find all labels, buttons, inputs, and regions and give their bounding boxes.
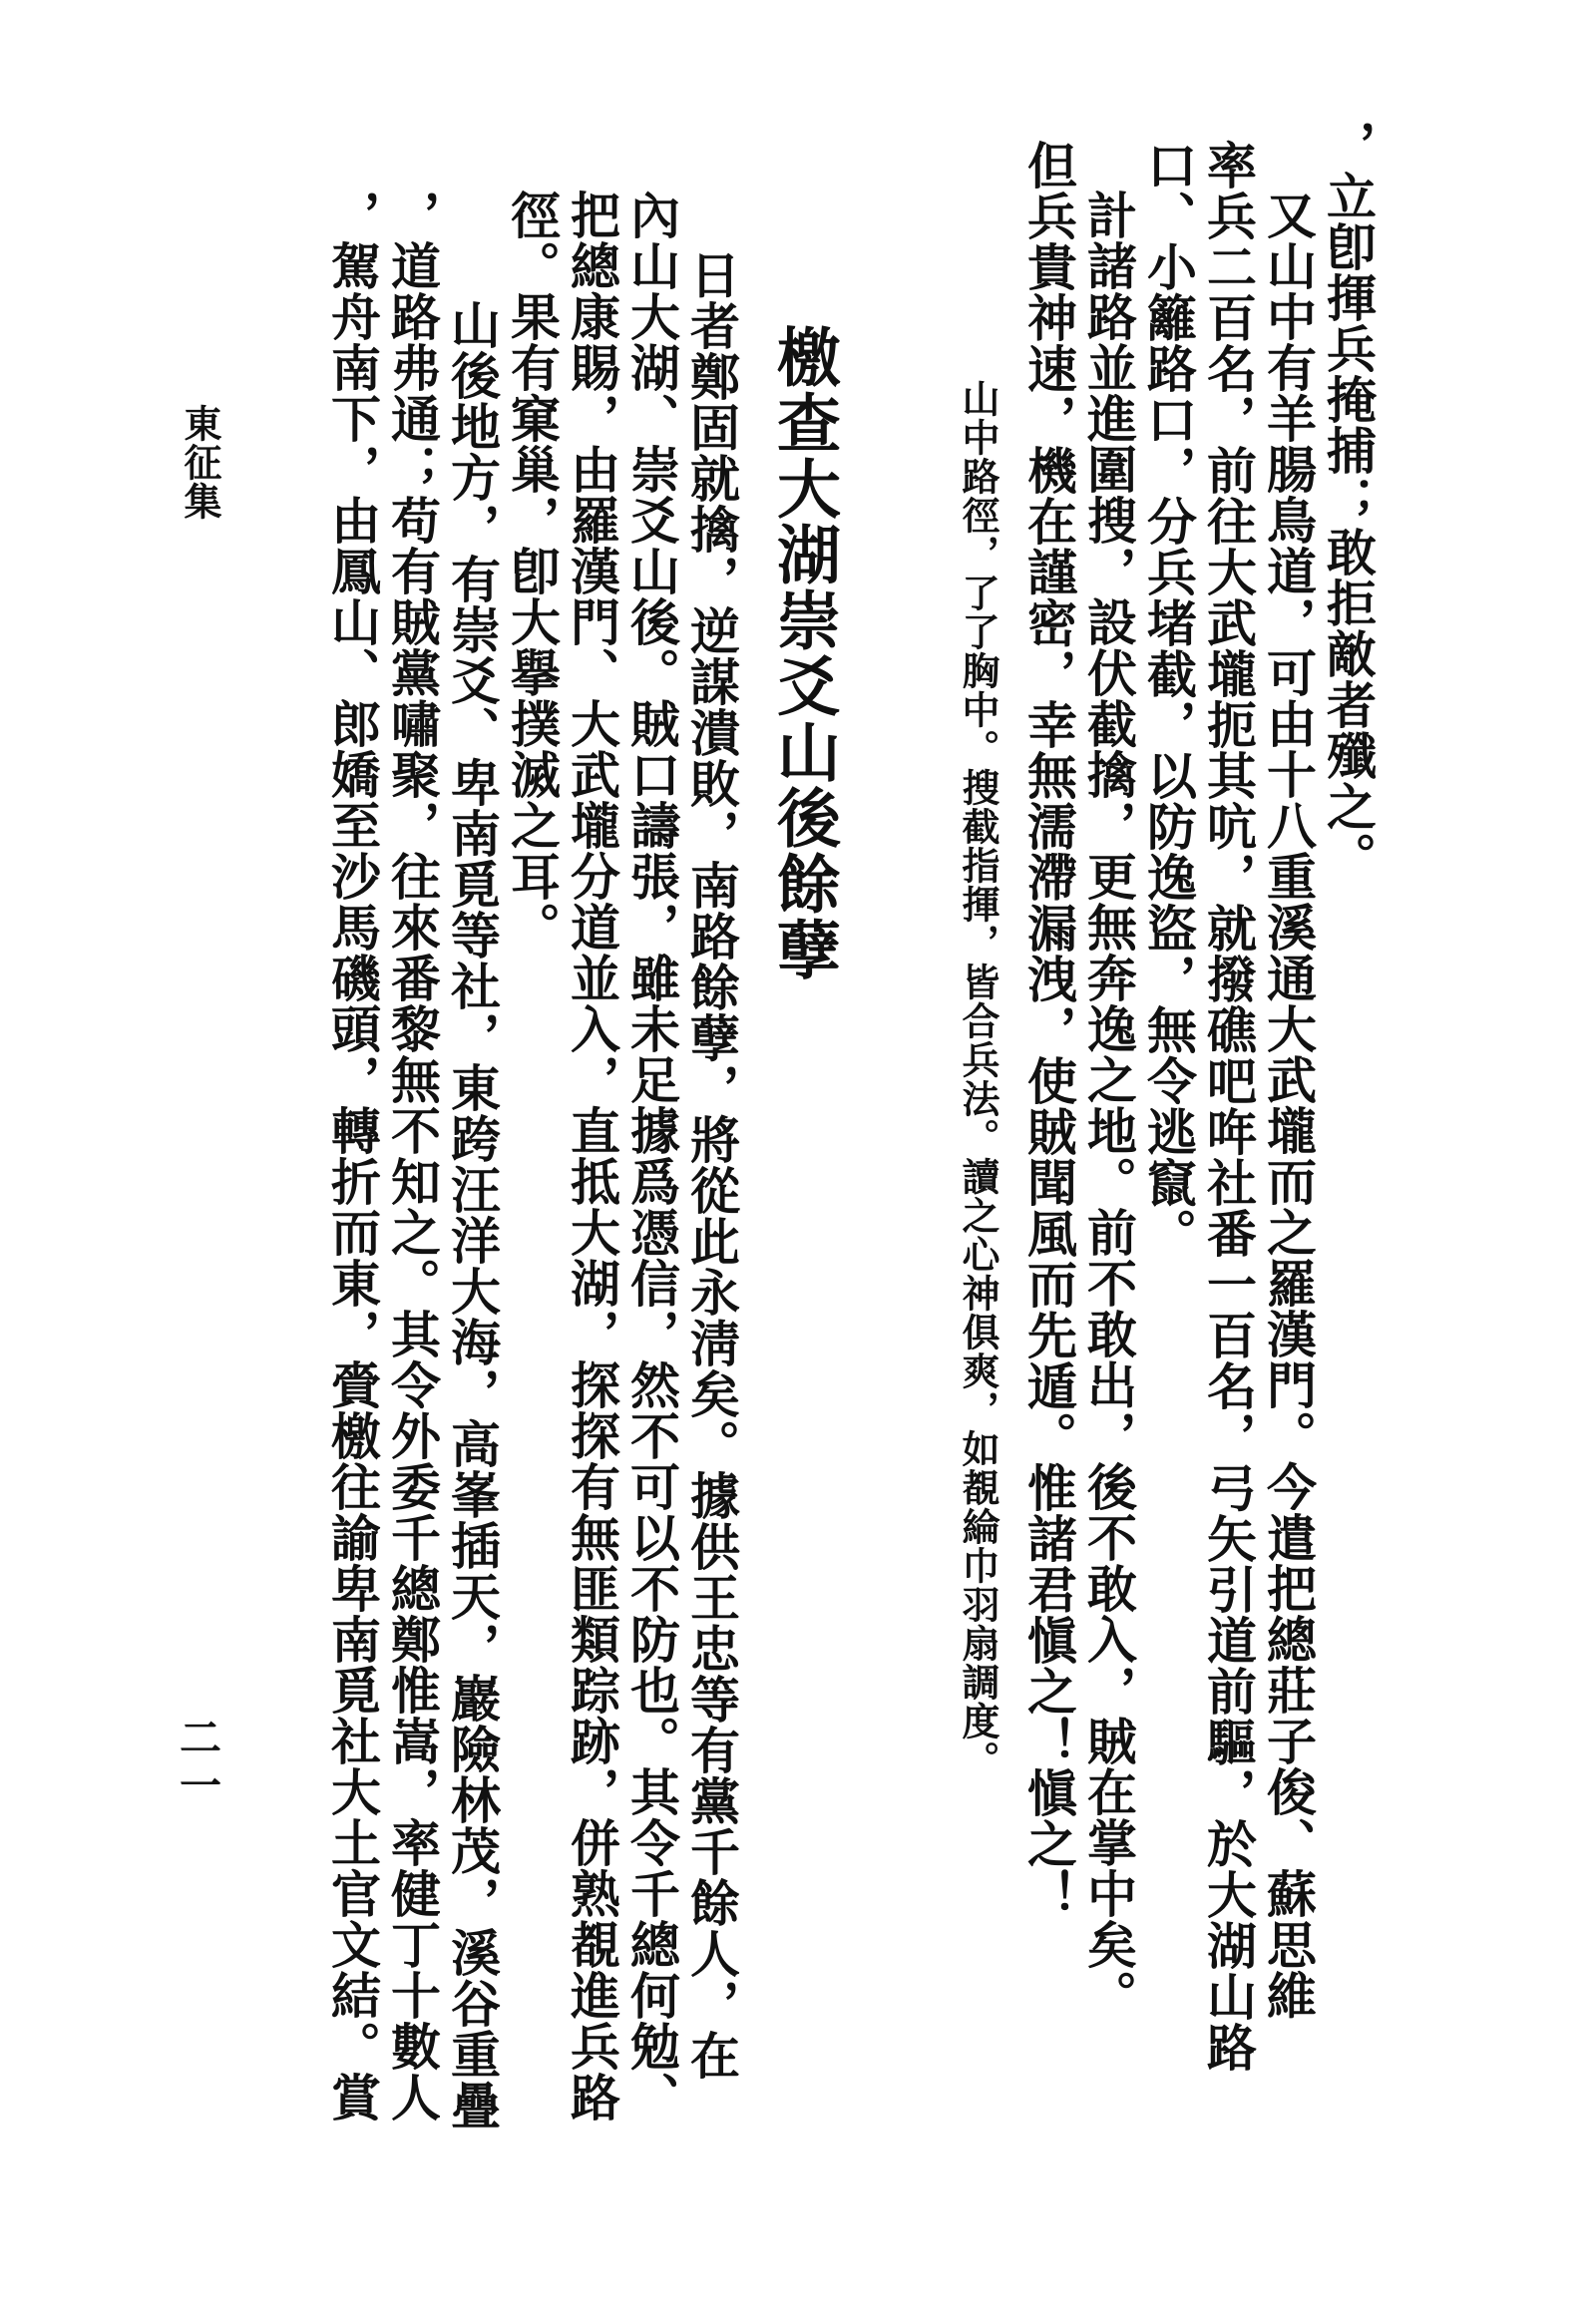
commentary-note: 山中路徑，了了胸中。搜截指揮，皆合兵法。讀之心神俱爽，如覩綸巾羽扇調度。 — [956, 379, 1000, 1779]
text-line: 徑。果有窠巢，卽大擧撲滅之耳。 — [503, 190, 562, 953]
text-line: 計諸路並進圍搜，設伏截擒，更無奔逸之地。前不敢出，後不敢入，賊在掌中矣。 — [1079, 190, 1138, 2021]
text-line: 山後地方，有崇爻、卑南覓等社，東跨汪洋大海，高峯插天，巖險林茂，溪谷重疊 — [443, 299, 502, 2130]
text-line: ，駕舟南下，由鳳山、郎嬌至沙馬磯頭，轉折而東，賫檄往諭卑南覓社大土官文結。賞 — [323, 190, 382, 2123]
text-line: ，立卽揮兵掩捕；敢拒敵者殲之。 — [1319, 120, 1378, 883]
text-line: 口、小籬路口，分兵堵截，以防逸盜，無令逃竄。 — [1139, 140, 1198, 1259]
text-line: 率兵二百名，前往大武壠扼其吭，就撥礁吧哖社番一百名，弓矢引道前驅，於大湖山路 — [1199, 140, 1258, 2073]
text-line: ，道路弗通；苟有賊黨嘯聚，往來番黎無不知之。其令外委千總鄭惟嵩，率健丁十數人 — [383, 190, 442, 2123]
text-line: 又山中有羊腸鳥道，可由十八重溪通大武壠而之羅漢門。今遣把總莊子俊、蘇思維 — [1259, 190, 1318, 2021]
section-title: 檄查大湖崇爻山後餘孽 — [766, 324, 841, 982]
text-line: 日者鄭固就擒，逆謀潰敗，南路餘孽，將從此永淸矣。據供王忠等有黨千餘人，在 — [682, 249, 741, 2081]
text-line: 但兵貴神速，機在謹密，幸無濡滯漏洩，使賊聞風而先遁。惟諸君愼之！愼之！ — [1019, 140, 1078, 1920]
text-line: 內山大湖、崇爻山後。賊口譸張，雖未足據爲憑信，然不可以不防也。其令千總何勉、 — [622, 190, 681, 2123]
text-line: 把總康賜，由羅漢門、大武壠分道並入，直抵大湖，探探有無匪類踪跡，併熟覩進兵路 — [563, 190, 621, 2123]
page-number: 二一 — [174, 1716, 222, 1811]
running-head: 東征集 — [178, 404, 222, 521]
